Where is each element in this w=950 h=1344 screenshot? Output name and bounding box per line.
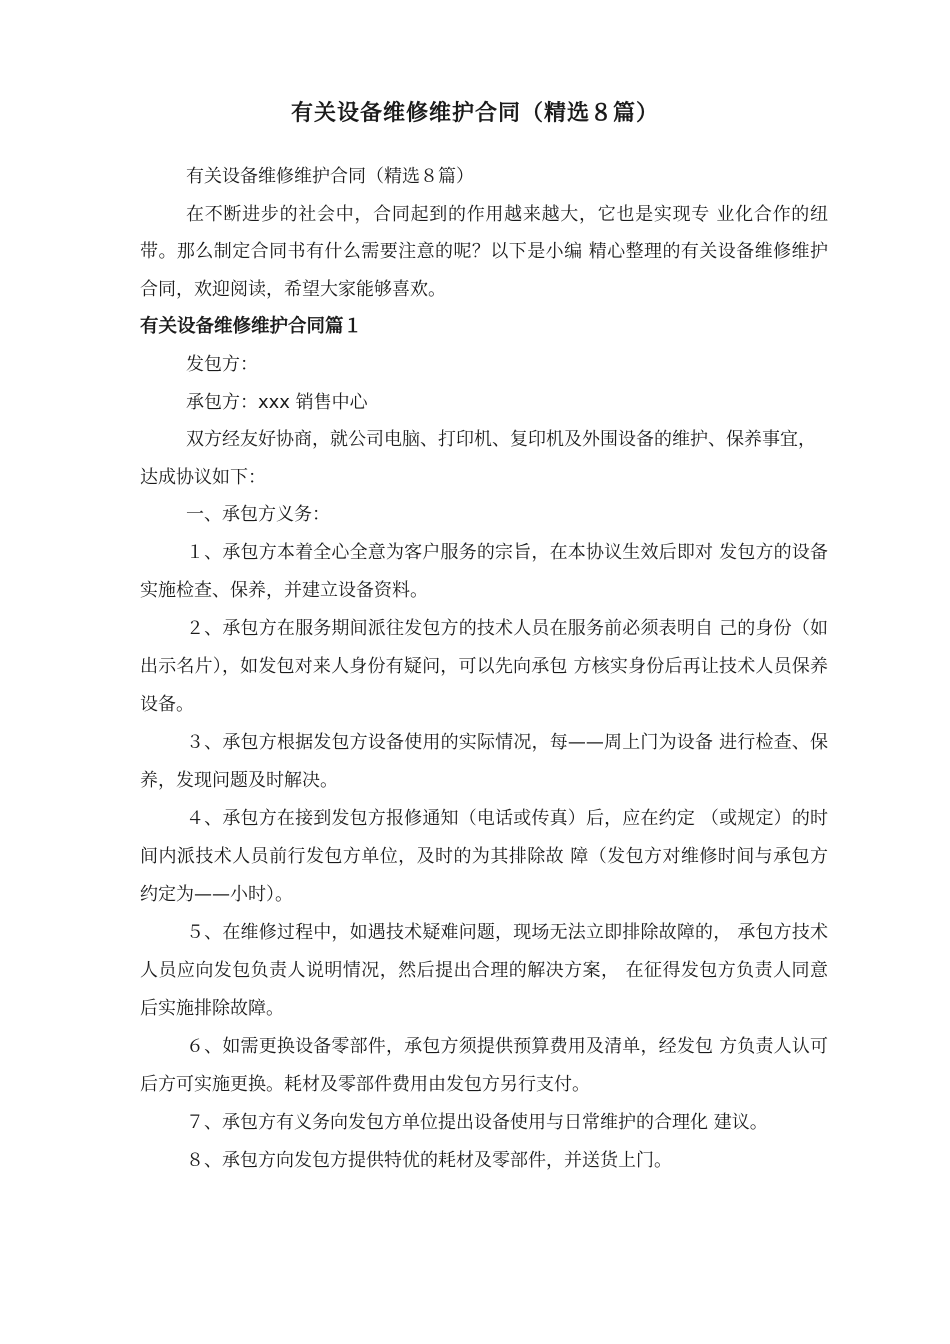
obligation-item-3: ３、承包方根据发包方设备使用的实际情况，每——周上门为设备 进行检查、保养，发现问题及时解决。 bbox=[140, 731, 828, 791]
agreement-paragraph: 双方经友好协商，就公司电脑、打印机、复印机及外围设备的维护、保养事宜，达成协议如下： bbox=[140, 429, 816, 488]
obligation-item-2: ２、承包方在服务期间派往发包方的技术人员在服务前必须表明自 己的身份（如出示名片），如发包对来人身份有疑问，可以先向承包 方核实身份后再让技术人员保养设备。 bbox=[140, 617, 828, 715]
party-b-line: 承包方：xxx 销售中心 bbox=[186, 391, 368, 413]
obligation-item-6: ６、如需更换设备零部件，承包方须提供预算费用及清单，经发包 方负责人认可后方可实施更换。耗材及零部件费用由发包方另行支付。 bbox=[140, 1035, 828, 1095]
obligation-item-5: ５、在维修过程中，如遇技术疑难问题，现场无法立即排除故障的， 承包方技术人员应向发包负责人说明情况，然后提出合理的解决方案， 在征得发包方负责人同意后实施排除故障。 bbox=[140, 921, 828, 1019]
document-title: 有关设备维修维护合同（精选８篇） bbox=[290, 101, 659, 126]
obligations-heading: 一、承包方义务： bbox=[186, 504, 330, 525]
obligation-item-7: ７、承包方有义务向发包方单位提出设备使用与日常维护的合理化 建议。 bbox=[186, 1111, 768, 1133]
section-heading: 有关设备维修维护合同篇１ bbox=[140, 316, 363, 337]
document-body bbox=[140, 158, 828, 1180]
obligation-item-1: １、承包方本着全心全意为客户服务的宗旨，在本协议生效后即对 发包方的设备实施检查、保养，并建立设备资料。 bbox=[140, 541, 828, 601]
obligation-item-8: ８、承包方向发包方提供特优的耗材及零部件，并送货上门。 bbox=[186, 1149, 672, 1171]
document-subtitle: 有关设备维修维护合同（精选８篇） bbox=[186, 166, 474, 187]
obligation-item-4: ４、承包方在接到发包方报修通知（电话或传真）后，应在约定 （或规定）的时间内派技术人员前行发包方单位，及时的为其排除故 障（发包方对维修时间与承包方约定为——小时）。 bbox=[140, 807, 828, 905]
intro-paragraph: 在不断进步的社会中，合同起到的作用越来越大，它也是实现专 业化合作的纽带。那么制定合同书有什么需要注意的呢？以下是小编 精心整理的有关设备维修维护合同，欢迎阅读，希望大家能够喜欢。 bbox=[140, 203, 828, 300]
party-a-line: 发包方： bbox=[186, 354, 258, 375]
